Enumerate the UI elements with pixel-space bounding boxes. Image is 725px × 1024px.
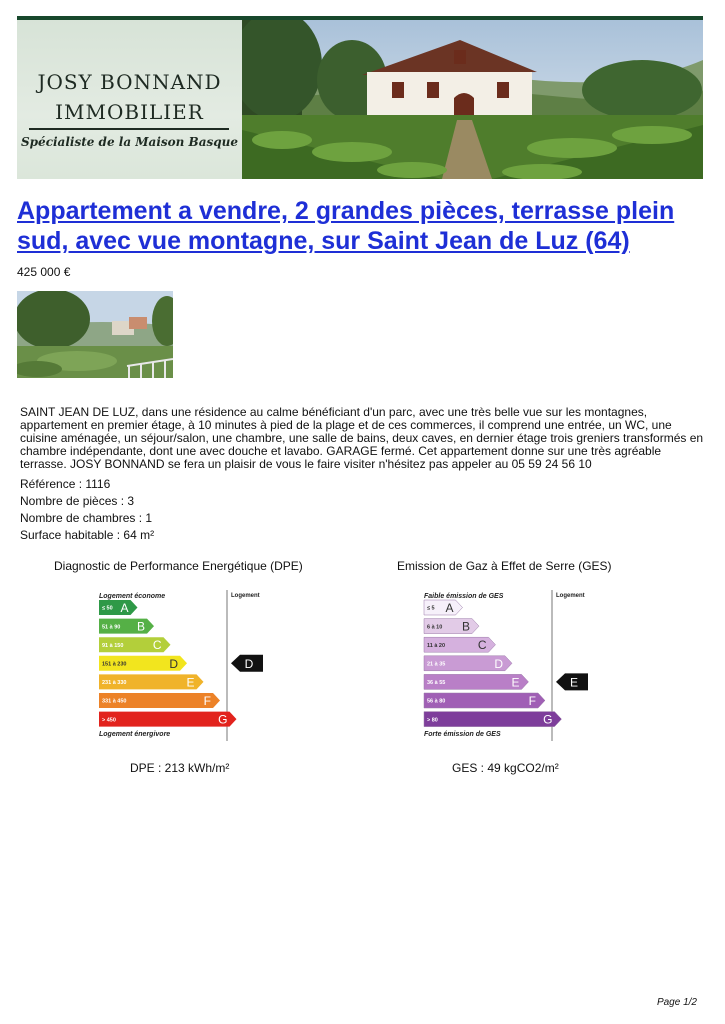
ges-bar-g [424,712,562,727]
ges-range-label: 11 à 20 [427,642,446,649]
dpe-range-label: 231 à 330 [102,680,127,687]
ges-range-label: 21 à 35 [427,661,446,668]
dpe-chart [95,588,270,744]
dpe-class-letter: E [186,675,195,690]
ges-column-label: Logement [556,593,585,599]
ges-range-label: 56 à 80 [427,698,446,705]
logo-line2: IMMOBILIER [55,100,204,124]
dpe-rating-letter: D [244,656,254,671]
ges-class-letter: G [543,712,553,727]
dpe-range-label: ≤ 50 [102,605,113,612]
dpe-range-label: 51 à 90 [102,624,121,631]
ges-range-label: > 80 [427,717,438,724]
dpe-class-letter: B [136,619,145,634]
ges-rating-letter: E [569,675,579,690]
listing-facts [20,476,154,544]
ges-class-letter: B [461,619,470,634]
ges-range-label: 36 à 55 [427,680,446,687]
listing-photo[interactable] [17,291,173,378]
dpe-class-letter: G [218,712,228,727]
ges-class-letter: F [528,694,536,708]
logo-divider [29,128,229,130]
dpe-column-label: Logement [231,593,260,599]
dpe-class-letter: D [169,656,178,671]
dpe-caption: Diagnostic de Performance Energétique (DPE) [54,559,303,573]
ges-class-letter: D [494,656,503,671]
dpe-class-letter: F [203,694,211,708]
ges-chart [420,588,595,744]
ges-class-letter: A [445,601,454,615]
dpe-range-label: 331 à 450 [102,698,127,705]
ges-class-letter: C [477,638,487,653]
dpe-bar-g [99,712,237,727]
ges-value: GES : 49 kgCO2/m² [452,761,559,775]
agency-logo[interactable] [17,20,242,179]
fact-rooms: Nombre de pièces : 3 [20,494,135,508]
ges-top-label: Faible émission de GES [424,593,504,600]
fact-bedrooms: Nombre de chambres : 1 [20,511,153,525]
dpe-class-letter: C [152,638,162,653]
listing-price: 425 000 € [17,265,71,279]
fact-reference: Référence : 1116 [20,477,111,491]
listing-title[interactable]: Appartement a vendre, 2 grandes pièces, terrasse plein sud, avec vue montagne, sur Saint Jean de Luz (64) [17,197,675,255]
page-number: Page 1/2 [656,997,697,1008]
fact-surface: Surface habitable : 64 m² [20,528,155,542]
logo-tagline: Spécialiste de la Maison Basque [21,135,238,149]
ges-class-letter: E [511,675,520,690]
dpe-range-label: 91 à 150 [102,642,124,649]
logo-line1: JOSY BONNAND [37,70,222,94]
basque-house-photo [242,20,703,179]
header-banner [17,20,703,179]
dpe-range-label: > 450 [102,717,116,724]
ges-caption: Emission de Gaz à Effet de Serre (GES) [397,559,612,573]
listing-description: SAINT JEAN DE LUZ, dans une résidence au calme bénéficiant d'un parc, avec une très belle vue sur les montagnes, appartement en premier étage, à 10 minutes à pied de la plage et de ces commerces, il comprend une entrée, un WC, une cuisine aménagée, un séjour/salon, une chambre, une salle de bains, deux caves, en dernier étage trois greniers transformés en chambre indépendante, dont une avec douche et lavabo. GARAGE fermé. Cet appartement donne sur une très agréable terrasse. JOSY BONNAND se fera un plaisir de vous le faire visiter n'hésitez pas appeler au 05 59 24 56 10 [20,405,704,471]
ges-bottom-label: Forte émission de GES [424,731,501,739]
dpe-range-label: 151 à 230 [102,661,127,668]
dpe-bottom-label: Logement énergivore [99,731,171,739]
ges-range-label: 6 à 10 [427,624,443,631]
dpe-value: DPE : 213 kWh/m² [130,761,230,775]
ges-range-label: ≤ 5 [427,605,435,612]
dpe-class-letter: A [120,601,129,615]
dpe-top-label: Logement économe [99,593,166,600]
